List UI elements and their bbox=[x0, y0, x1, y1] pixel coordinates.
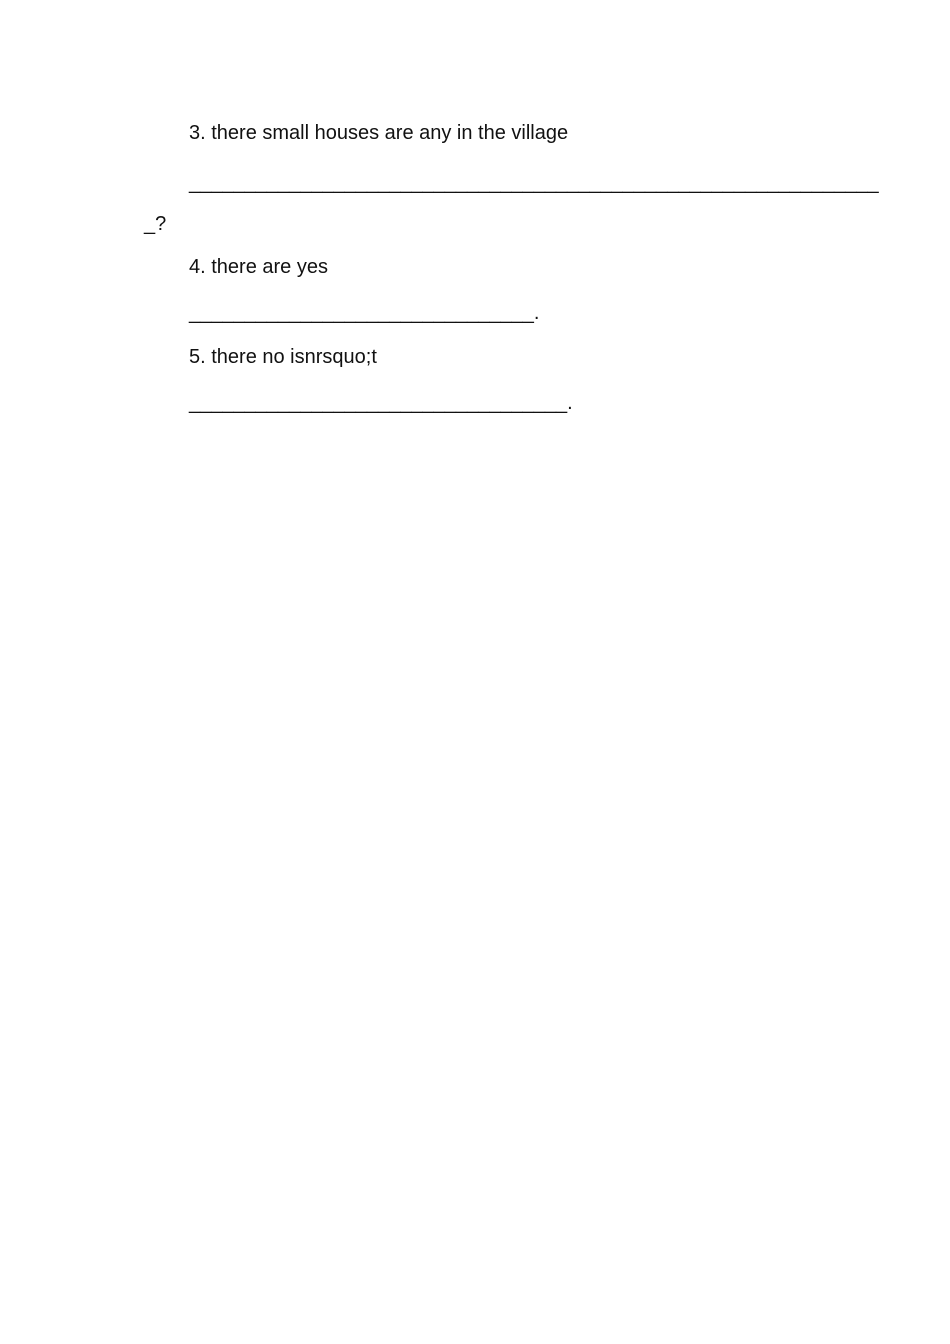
question-3-answer-line: ______________________________________________________________ bbox=[189, 172, 879, 194]
question-5-answer-line: __________________________________. bbox=[189, 392, 573, 414]
question-4-prompt: 4. there are yes bbox=[189, 256, 328, 278]
question-4-answer-line: _______________________________. bbox=[189, 302, 540, 324]
question-3-prompt: 3. there small houses are any in the village bbox=[189, 122, 569, 144]
question-5-prompt: 5. there no isnrsquo;t bbox=[189, 346, 377, 368]
question-3-answer-wrap: _? bbox=[144, 213, 167, 235]
